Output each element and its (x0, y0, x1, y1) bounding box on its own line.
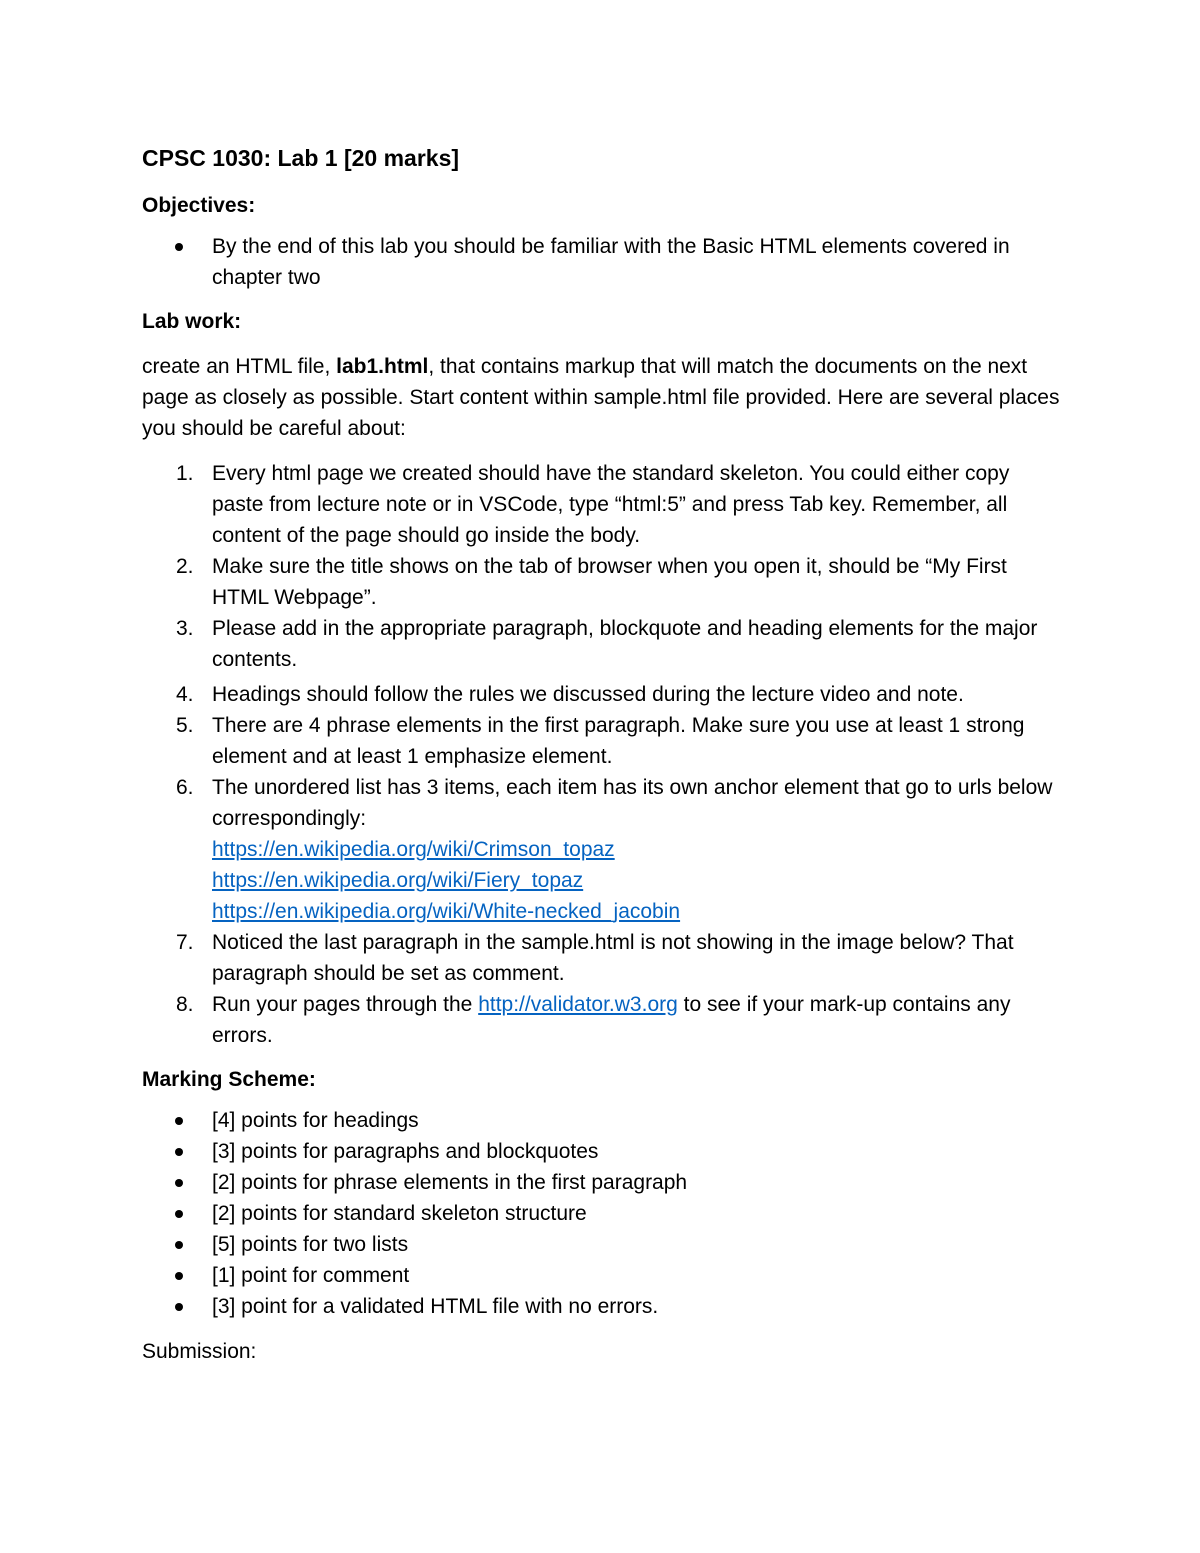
list-item (142, 458, 1062, 551)
objective-text: By the end of this lab you should be familiar with the Basic HTML elements covered in chapter two (212, 235, 1010, 289)
list-item (142, 1260, 1062, 1291)
link-white-necked-jacobin[interactable]: https://en.wikipedia.org/wiki/White-necked_jacobin (212, 900, 681, 923)
item-number: 8. (176, 993, 194, 1016)
item-text-pre: Run your pages through the (212, 993, 479, 1016)
marking-text: [2] points for standard skeleton structure (212, 1202, 587, 1225)
intro-post: , that contains markup that will match the documents on the next page as closely as possible. Start content within sample.html file provided. Here are several places you should be careful about: (142, 355, 1060, 440)
spacer (142, 1051, 1062, 1065)
list-item (142, 1167, 1062, 1198)
list-item (142, 772, 1062, 927)
submission-heading: Submission: (142, 1340, 257, 1363)
list-item (142, 989, 1062, 1051)
list-item (142, 1229, 1062, 1260)
labwork-heading: Lab work: (142, 310, 242, 333)
item-text: Noticed the last paragraph in the sample.html is not showing in the image below? That paragraph should be set as comment. (212, 931, 1014, 985)
item-text: Every html page we created should have the standard skeleton. You could either copy paste from lecture note or in VSCode, type “html:5” and press Tab key. Remember, all content of the page should go inside the body. (212, 462, 1010, 547)
intro-pre: create an HTML file, (142, 355, 337, 378)
item-number: 2. (176, 555, 194, 578)
bullet-icon (175, 1241, 183, 1249)
marking-text: [3] point for a validated HTML file with no errors. (212, 1295, 659, 1318)
marking-list (142, 1105, 1062, 1322)
link-crimson-topaz[interactable]: https://en.wikipedia.org/wiki/Crimson_topaz (212, 838, 615, 861)
item-number: 3. (176, 617, 194, 640)
bullet-icon (175, 1179, 183, 1187)
item-text-post: to see if your mark-up contains any errors. (212, 993, 1011, 1047)
marking-heading: Marking Scheme: (142, 1068, 316, 1091)
item-text: Make sure the title shows on the tab of browser when you open it, should be “My First HTML Webpage”. (212, 555, 1007, 609)
bullet-icon (175, 1272, 183, 1280)
marking-text: [3] points for paragraphs and blockquotes (212, 1140, 599, 1163)
link-fiery-topaz[interactable]: https://en.wikipedia.org/wiki/Fiery_topaz (212, 869, 584, 892)
list-item (142, 613, 1062, 675)
instructions-list (142, 458, 1062, 1051)
list-item (142, 679, 1062, 710)
marking-text: [1] point for comment (212, 1264, 410, 1287)
item-number: 7. (176, 931, 194, 954)
item-number: 1. (176, 462, 194, 485)
item-text: The unordered list has 3 items, each item has its own anchor element that go to urls below correspondingly: (212, 776, 1053, 830)
list-item (142, 1136, 1062, 1167)
list-item (142, 1105, 1062, 1136)
list-item (142, 927, 1062, 989)
marking-text: [2] points for phrase elements in the first paragraph (212, 1171, 688, 1194)
list-item (142, 1198, 1062, 1229)
spacer (142, 337, 1062, 351)
spacer (142, 1095, 1062, 1105)
list-item (142, 551, 1062, 613)
page-title: CPSC 1030: Lab 1 [20 marks] (142, 145, 460, 171)
spacer (142, 293, 1062, 307)
spacer (142, 444, 1062, 458)
intro-paragraph (142, 351, 1062, 444)
objectives-list (142, 231, 1062, 293)
spacer (142, 221, 1062, 231)
list-item (142, 1291, 1062, 1322)
objectives-heading: Objectives: (142, 194, 256, 217)
bullet-icon (175, 1210, 183, 1218)
item-text: There are 4 phrase elements in the first paragraph. Make sure you use at least 1 strong element and at least 1 emphasize element. (212, 714, 1025, 768)
bullet-icon (175, 1148, 183, 1156)
item-text: Headings should follow the rules we discussed during the lecture video and note. (212, 683, 964, 706)
intro-filename: lab1.html (336, 355, 429, 378)
bullet-icon (175, 1117, 183, 1125)
item-number: 5. (176, 714, 194, 737)
document-body (142, 143, 1062, 1367)
bullet-icon (175, 243, 183, 251)
list-item (142, 231, 1062, 293)
spacer (142, 1322, 1062, 1336)
marking-text: [4] points for headings (212, 1109, 419, 1132)
item-number: 4. (176, 683, 194, 706)
item-number: 6. (176, 776, 194, 799)
marking-text: [5] points for two lists (212, 1233, 409, 1256)
link-validator[interactable]: http://validator.w3.org (478, 993, 678, 1016)
bullet-icon (175, 1303, 183, 1311)
item-text: Please add in the appropriate paragraph, blockquote and heading elements for the major contents. (212, 617, 1038, 671)
list-item (142, 710, 1062, 772)
